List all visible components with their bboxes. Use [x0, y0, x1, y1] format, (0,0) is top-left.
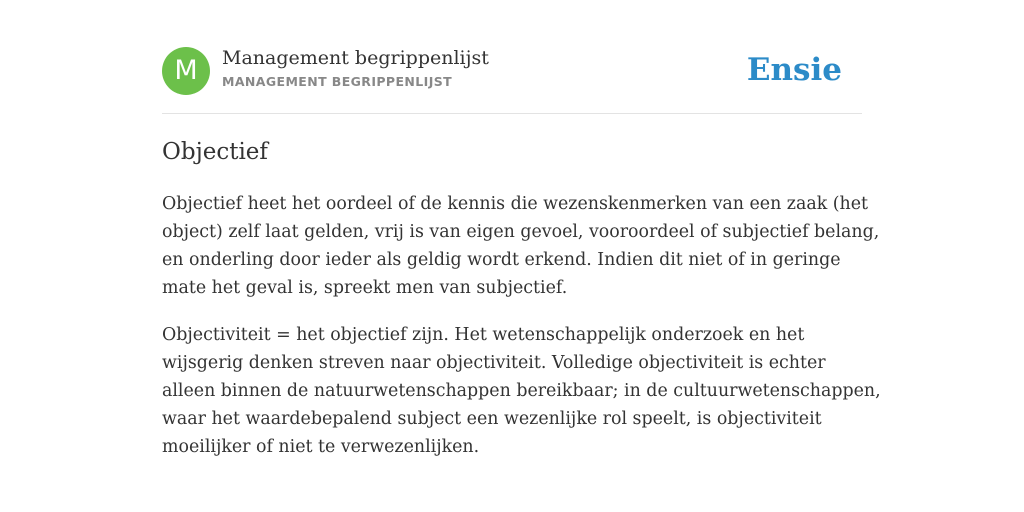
paragraph-line: waar het waardebepalend subject een wezenlijke rol speelt, is objectiviteit: [162, 409, 822, 429]
paragraph-line: wijsgerig denken streven naar objectiviteit. Volledige objectiviteit is echter: [162, 353, 826, 373]
paragraph-2: [162, 321, 881, 461]
paragraph-line: Objectief heet het oordeel of de kennis die wezenskenmerken van een zaak (het: [162, 194, 869, 214]
source-header: [162, 46, 862, 96]
ensie-logo[interactable]: Ensie: [746, 52, 842, 88]
paragraph-line: moeilijker of niet te verwezenlijken.: [162, 437, 480, 457]
header-divider: [162, 113, 862, 114]
entry-title: Objectief: [162, 139, 268, 165]
source-title[interactable]: Management begrippenlijst: [222, 47, 489, 69]
paragraph-line: en onderling door ieder als geldig wordt erkend. Indien dit niet of in geringe: [162, 250, 841, 270]
paragraph-line: Objectiviteit = het objectief zijn. Het wetenschappelijk onderzoek en het: [162, 325, 805, 345]
paragraph-line: object) zelf laat gelden, vrij is van eigen gevoel, vooroordeel of subjectief belang,: [162, 222, 880, 242]
paragraph-1: [162, 190, 880, 302]
paragraph-line: mate het geval is, spreekt men van subjectief.: [162, 278, 568, 298]
source-avatar[interactable]: M: [162, 47, 210, 95]
paragraph-line: alleen binnen de natuurwetenschappen bereikbaar; in de cultuurwetenschappen,: [162, 381, 881, 401]
source-subtitle: MANAGEMENT BEGRIPPENLIJST: [222, 74, 453, 89]
entry-body: [162, 190, 881, 480]
